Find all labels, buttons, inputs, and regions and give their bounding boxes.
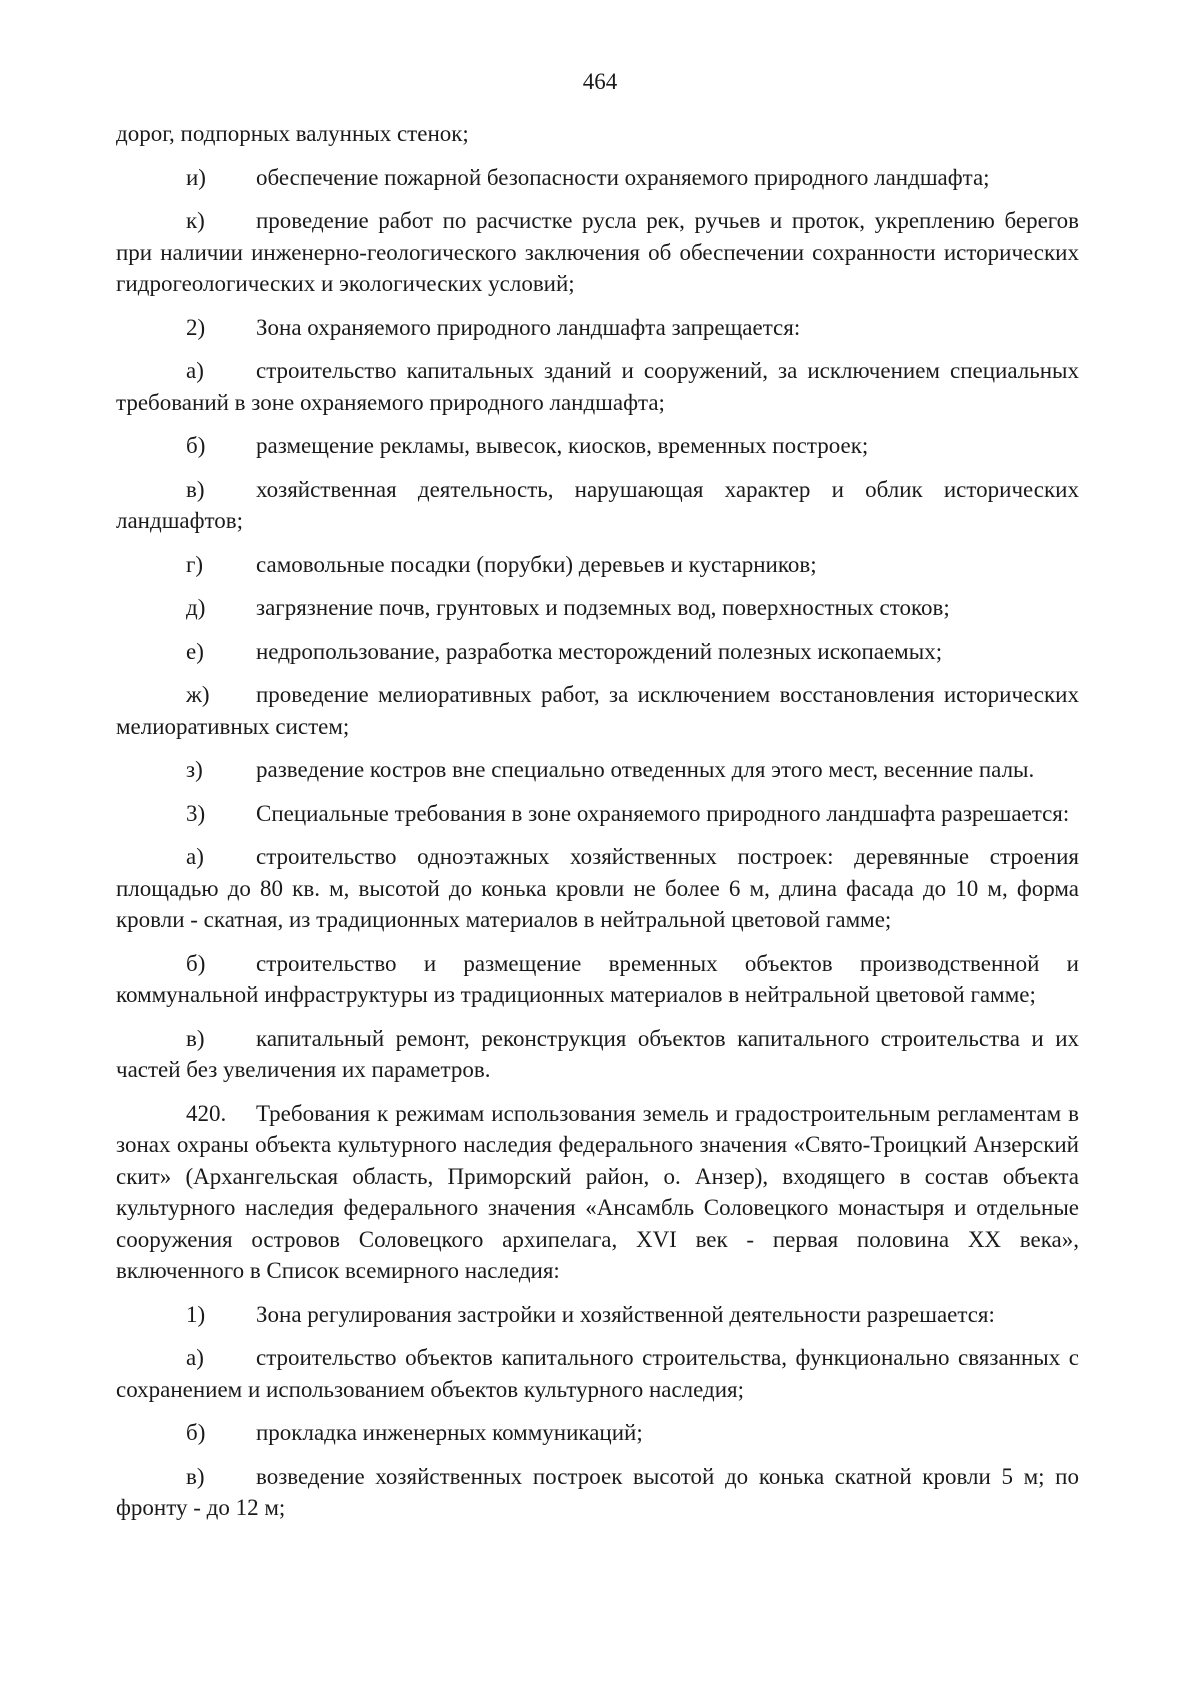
paragraph-text: возведение хозяйственных построек высотой до конька скатной кровли 5 м; по фронту - до 12 м; [116, 1463, 1079, 1520]
paragraph-text: прокладка инженерных коммуникаций; [256, 1420, 643, 1445]
list-marker: б) [186, 950, 206, 976]
page-number: 464 [582, 69, 618, 94]
list-marker: и) [186, 164, 206, 190]
paragraph [116, 162, 1079, 194]
paragraph [116, 474, 1079, 537]
paragraph-text: строительство и размещение временных объектов производственной и коммунальной инфраструктуры из традиционных материалов в нейтральной цветовой гамме; [116, 950, 1079, 1007]
paragraph-text: проведение работ по расчистке русла рек, ручьев и проток, укреплению берегов при наличии инженерно-геологического заключения об обеспечении сохранности исторических гидрогеологических и экологических условий; [116, 208, 1079, 296]
paragraph [116, 1098, 1079, 1287]
paragraph-text: капитальный ремонт, реконструкция объектов капитального строительства и их частей без увеличения их параметров. [116, 1025, 1079, 1082]
paragraph-text: Специальные требования в зоне охраняемого природного ландшафта разрешается: [256, 800, 1070, 826]
paragraph [116, 205, 1079, 300]
paragraph [116, 430, 1079, 462]
paragraph [116, 1299, 1079, 1331]
paragraph-text: разведение костров вне специально отведенных для этого мест, весенние палы. [256, 757, 1035, 782]
list-marker: б) [186, 1420, 206, 1445]
list-marker: з) [186, 757, 203, 782]
paragraph [116, 948, 1079, 1011]
paragraph [116, 549, 1079, 581]
paragraph-text: Требования к режимам использования земель и градостроительным регламентам в зонах охраны объекта культурного наследия федерального значения «Свято-Троицкий Анзерский скит» (Архангельская область, Приморский район, о. Анзер), входящего в состав объекта культурного наследия федерального значения «Ансамбль Соловецкого монастыря и отдельные сооружения островов Соловецкого архипелага, XVI век - первая половина XX века», включенного в Список всемирного наследия: [116, 1100, 1079, 1283]
paragraph [116, 1417, 1079, 1449]
paragraph [116, 592, 1079, 624]
paragraph-text: Зона регулирования застройки и хозяйственной деятельности разрешается: [256, 1301, 995, 1327]
paragraph-text: недропользование, разработка месторождений полезных ископаемых; [256, 638, 943, 664]
paragraph [116, 355, 1079, 418]
paragraph [116, 798, 1079, 830]
list-marker: б) [186, 433, 206, 458]
list-marker: а) [186, 1345, 204, 1370]
paragraph [116, 1342, 1079, 1405]
paragraph [116, 636, 1079, 668]
list-marker: к) [186, 208, 205, 233]
paragraph-text: строительство объектов капитального строительства, функционально связанных с сохранением и использованием объектов культурного наследия; [116, 1345, 1079, 1402]
list-marker: 3) [186, 800, 206, 826]
paragraph [116, 679, 1079, 742]
list-marker: е) [186, 638, 204, 664]
list-marker: а) [186, 358, 204, 383]
paragraph-text: Зона охраняемого природного ландшафта запрещается: [256, 314, 801, 340]
list-marker: д) [186, 595, 206, 620]
list-marker: в) [186, 476, 205, 502]
list-marker: а) [186, 844, 204, 869]
paragraph-text: обеспечение пожарной безопасности охраняемого природного ландшафта; [256, 164, 990, 190]
list-marker: г) [186, 551, 204, 577]
document-body [116, 118, 1079, 1536]
paragraph [116, 118, 1079, 150]
paragraph-text: проведение мелиоративных работ, за исключением восстановления исторических мелиоративных систем; [116, 682, 1079, 739]
paragraph [116, 754, 1079, 786]
list-marker: в) [186, 1025, 205, 1051]
paragraph-text: размещение рекламы, вывесок, киосков, временных построек; [256, 433, 869, 458]
paragraph-text: строительство капитальных зданий и сооружений, за исключением специальных требований в зоне охраняемого природного ландшафта; [116, 358, 1079, 415]
list-marker: ж) [186, 682, 210, 707]
paragraph-text: загрязнение почв, грунтовых и подземных вод, поверхностных стоков; [256, 595, 950, 620]
paragraph [116, 1461, 1079, 1524]
paragraph-text: самовольные посадки (порубки) деревьев и кустарников; [256, 551, 817, 577]
paragraph [116, 312, 1079, 344]
paragraph [116, 1023, 1079, 1086]
paragraph-text: хозяйственная деятельность, нарушающая характер и облик исторических ландшафтов; [116, 476, 1079, 533]
paragraph-text: дорог, подпорных валунных стенок; [116, 121, 469, 146]
list-marker: в) [186, 1463, 205, 1489]
list-marker: 420. [186, 1100, 227, 1126]
list-marker: 2) [186, 314, 206, 340]
paragraph [116, 841, 1079, 936]
list-marker: 1) [186, 1301, 206, 1327]
paragraph-text: строительство одноэтажных хозяйственных построек: деревянные строения площадью до 80 кв. м, высотой до конька кровли не более 6 м, длина фасада до 10 м, форма кровли - скатная, из традиционных материалов в нейтральной цветовой гамме; [116, 844, 1079, 932]
